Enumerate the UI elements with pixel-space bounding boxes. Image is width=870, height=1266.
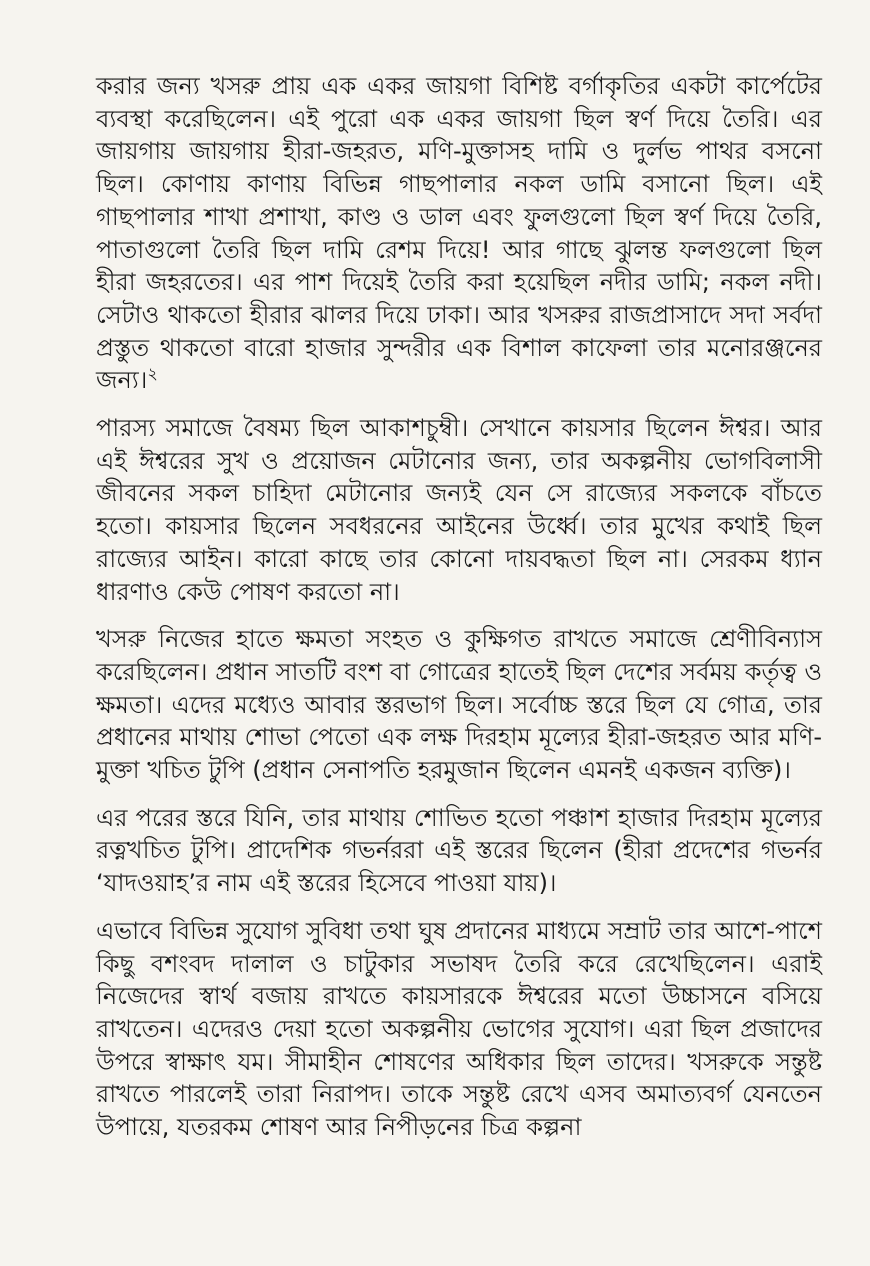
paragraph-1-text: করার জন্য খসরু প্রায় এক একর জায়গা বিশিষ্ট বর্গাকৃতির একটা কার্পেটের ব্যবস্থা করেছিলেন। এই পুরো এক একর জায়গা ছিল স্বর্ণ দিয়ে তৈরি। এর জায়গায় জায়গায় হীরা-জহরত, মণি-মুক্তাসহ দামি ও দুর্লভ পাথর বসনো ছিল। কোণায় কাণায় বিভিন্ন গাছপালার নকল ডামি বসানো ছিল। এই গাছপালার শাখা প্রশাখা, কাণ্ড ও ডাল এবং ফুলগুলো ছিল স্বর্ণ দিয়ে তৈরি, পাতাগুলো তৈরি ছিল দামি রেশম দিয়ে! আর গাছে ঝুলন্ত ফলগুলো ছিল হীরা জহরতের। এর পাশ দিয়েই তৈরি করা হয়েছিল নদীর ডামি; নকল নদী। সেটাও থাকতো হীরার ঝালর দিয়ে ঢাকা। আর খসরুর রাজপ্রাসাদে সদা সর্বদা প্রস্তুত থাকতো বারো হাজার সুন্দরীর এক বিশাল কাফেলা তার মনোরঞ্জনের জন্য। [96, 72, 822, 395]
paragraph-4: এর পরের স্তরে যিনি, তার মাথায় শোভিত হতো পঞ্চাশ হাজার দিরহাম মূল্যের রত্নখচিত টুপি। প্রাদেশিক গভর্নররা এই স্তরের ছিলেন (হীরা প্রদেশের গভর্নর ‘যাদওয়াহ’র নাম এই স্তরের হিসেবে পাওয়া যায়)। [96, 803, 822, 898]
paragraph-5: এভাবে বিভিন্ন সুযোগ সুবিধা তথা ঘুষ প্রদানের মাধ্যমে সম্রাট তার আশে-পাশে কিছু বশংবদ দালাল ও চাটুকার সভাষদ তৈরি করে রেখেছিলেন। এরাই নিজেদের স্বার্থ বজায় রাখতে কায়সারকে ঈশ্বরের মতো উচ্চাসনে বসিয়ে রাখতেন। এদেরও দেয়া হতো অকল্পনীয় ভোগের সুযোগ। এরা ছিল প্রজাদের উপরে স্বাক্ষাৎ যম। সীমাহীন শোষণের অধিকার ছিল তাদের। খসরুকে সন্তুষ্ট রাখতে পারলেই তারা নিরাপদ। তাকে সন্তুষ্ট রেখে এসব অমাত্যবর্গ যেনতেন উপায়ে, যতরকম শোষণ আর নিপীড়নের চিত্র কল্পনা [96, 916, 822, 1142]
footnote-marker: ২ [147, 364, 158, 384]
paragraph-2: পারস্য সমাজে বৈষম্য ছিল আকাশচুম্বী। সেখানে কায়সার ছিলেন ঈশ্বর। আর এই ঈশ্বরের সুখ ও প্রয়োজন মেটানোর জন্য, তার অকল্পনীয় ভোগবিলাসী জীবনের সকল চাহিদা মেটানোর জন্যই যেন সে রাজ্যের সকলকে বাঁচতে হতো। কায়সার ছিলেন সবধরনের আইনের উর্ধ্বে। তার মুখের কথাই ছিল রাজ্যের আইন। কারো কাছে তার কোনো দায়বদ্ধতা ছিল না। সেরকম ধ্যান ধারণাও কেউ পোষণ করতো না। [96, 414, 822, 606]
paragraph-1 [96, 70, 822, 397]
paragraph-3: খসরু নিজের হাতে ক্ষমতা সংহত ও কুক্ষিগত রাখতে সমাজে শ্রেণীবিন্যাস করেছিলেন। প্রধান সাতটি বংশ বা গোত্রের হাতেই ছিল দেশের সর্বময় কর্তৃত্ব ও ক্ষমতা। এদের মধ্যেও আবার স্তরভাগ ছিল। সর্বোচ্চ স্তরে ছিল যে গোত্র, তার প্রধানের মাথায় শোভা পেতো এক লক্ষ দিরহাম মূল্যের হীরা-জহরত আর মণি-মুক্তা খচিত টুপি (প্রধান সেনাপতি হরমুজান ছিলেন এমনই একজন ব্যক্তি)। [96, 625, 822, 785]
